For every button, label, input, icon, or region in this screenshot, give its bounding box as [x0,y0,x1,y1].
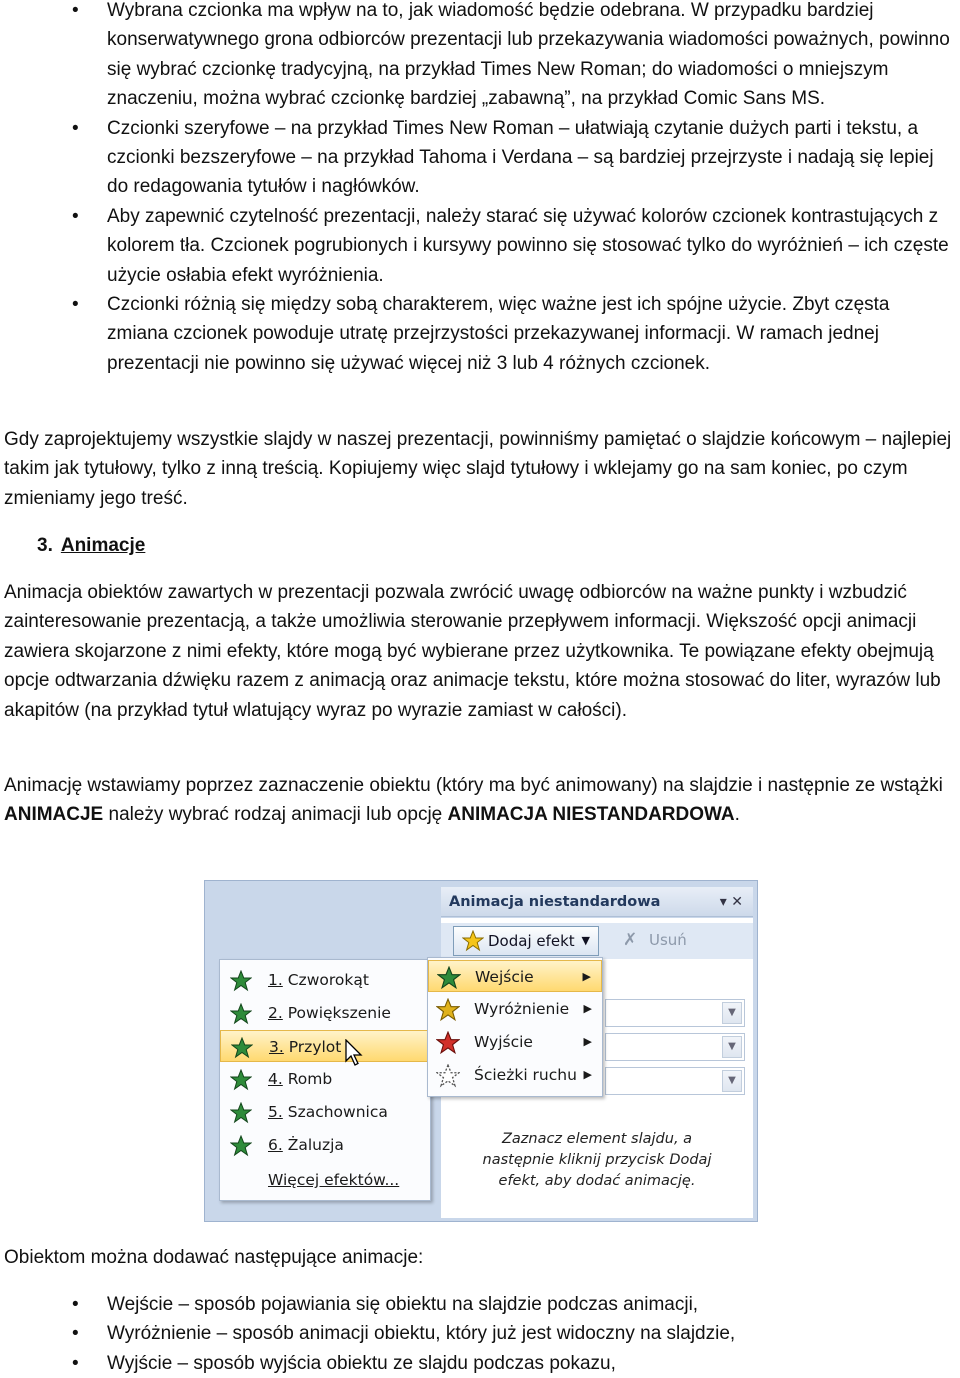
menu-item-czworokat[interactable] [220,964,430,996]
menu-item-label: Szachownica [287,1103,388,1121]
remove-button[interactable] [617,926,707,956]
animation-types-list [0,1290,960,1378]
entrance-effects-menu [219,959,431,1201]
list-item: • Wyjście – sposób wyjścia obiektu ze slajdu podczas pokazu, [0,1349,960,1378]
text-run: należy wybrać rodzaj animacji lub opcję [103,804,448,826]
custom-animation-screenshot [204,880,758,1222]
add-effect-button[interactable] [453,926,599,956]
remove-icon: ✗ [623,930,638,950]
menu-item-label: Żaluzja [287,1136,344,1154]
menu-item-label: Więcej efektów... [268,1171,400,1189]
hint-line: Zaznacz element slajdu, a [501,1131,693,1147]
mouse-cursor-icon [345,1039,365,1072]
chevron-right-icon: ▶ [583,1068,592,1081]
font-tips-list [0,0,960,378]
speed-dropdown[interactable] [605,1067,745,1095]
menu-item-number: 1. [268,971,283,989]
task-pane-hint [441,1129,753,1192]
submenu-item-label: Ścieżki ruchu [474,1066,577,1084]
submenu-item-wejscie[interactable] [428,960,602,992]
list-item: • Wejście – sposób pojawiania się obiektu na slajdzie podczas animacji, [0,1290,960,1319]
text-run: Animację wstawiamy poprzez zaznaczenie obiektu (który ma być animowany) na slajdzie i następnie ze wstążki [4,775,943,796]
submenu-item-wyroznienie[interactable] [428,993,602,1025]
menu-item-number: 4. [268,1070,283,1088]
option-name: ANIMACJA NIESTANDARDOWA [447,804,735,826]
section-number: 3. [37,535,53,556]
menu-item-number: 6. [268,1136,283,1154]
paragraph-final-slide: Gdy zaprojektujemy wszystkie slajdy w naszej prezentacji, powinniśmy pamiętać o slajdzie końcowym – najlepiej takim jak tytułowy, tylko z inną treścią. Kopiujemy więc slajd tytułowy i wklejamy go na sam koniec, po czym zmieniamy jego treść. [4,429,952,509]
section-title: Animacje [60,535,146,556]
property-dropdown[interactable] [605,1033,745,1061]
menu-item-label: Powiększenie [287,1004,391,1022]
chevron-down-icon: ▼ [722,1070,742,1092]
menu-item-zaluzja[interactable] [220,1129,430,1161]
hint-line: efekt, aby dodać animację. [498,1173,696,1189]
effect-type-menu [427,957,603,1097]
list-item: • Wyróżnienie – sposób animacji obiektu, który już jest widoczny na slajdzie, [0,1319,960,1348]
chevron-right-icon: ▶ [582,970,591,983]
list-item: • Czcionki różnią się między sobą charakterem, więc ważne jest ich spójne użycie. Zbyt częsta zmiana czcionek powoduje utratę przejrzystości przekazywanej informacji. W ramach jednej prezentacji nie powinno się używać więcej niż 3 lub 4 różnych czcionek. [0,290,960,378]
menu-item-przylot[interactable] [220,1030,430,1062]
text-run: . [734,804,740,826]
section-heading [37,531,145,560]
chevron-down-icon: ▼ [581,934,590,947]
submenu-item-wyjscie[interactable] [428,1026,602,1058]
add-effect-label: Dodaj efekt [488,932,575,950]
menu-item-number: 2. [268,1004,283,1022]
menu-item-romb[interactable] [220,1063,430,1095]
ribbon-name: ANIMACJE [4,804,104,826]
submenu-item-label: Wejście [475,968,534,986]
pane-close-icon[interactable]: ▾ ✕ [719,894,743,910]
motion-path-star-icon [436,1064,460,1099]
chevron-down-icon: ▼ [722,1036,742,1058]
hint-line: następnie kliknij przycisk Dodaj [482,1152,712,1168]
menu-item-number: 3. [269,1038,284,1056]
task-pane-title: Animacja niestandardowa [449,894,661,910]
chevron-down-icon: ▼ [722,1002,742,1024]
paragraph-animation-intro: Animacja obiektów zawartych w prezentacji pozwala zwrócić uwagę odbiorców na ważne punkty i wzbudzić zainteresowanie prezentacją, a także umożliwia sterowanie przepływem informacji. Większość opcji animacji zawiera skojarzone z nimi efekty, które mogą być wybierane przez użytkownika. Te powiązane efekty obejmują opcje odtwarzania dźwięku razem z animacją oraz animacje tekstu, które można stosować do liter, wyrazów lub akapitów (na przykład tytuł wlatujący wyraz po wyrazie zamiast w całości). [4,582,941,721]
menu-item-label: Przylot [288,1038,342,1056]
submenu-item-label: Wyjście [474,1033,533,1051]
menu-item-label: Czworokąt [287,971,369,989]
list-item: • Wybrana czcionka ma wpływ na to, jak wiadomość będzie odebrana. W przypadku bardziej konserwatywnego grona odbiorców prezentacji lub przekazywania wiadomości poważnych, powinno się wybrać czcionkę tradycyjną, na przykład Times New Roman; do wiadomości o mniejszym znaczeniu, można wybrać czcionkę bardziej „zabawną”, na przykład Comic Sans MS. [0,0,960,114]
submenu-item-label: Wyróżnienie [474,1000,570,1018]
remove-label: Usuń [649,931,687,949]
start-dropdown[interactable] [605,999,745,1027]
paragraph-list-intro: Obiektom można dodawać następujące animacje: [4,1247,424,1268]
submenu-item-sciezki-ruchu[interactable] [428,1059,602,1091]
list-item: • Aby zapewnić czytelność prezentacji, należy starać się używać kolorów czcionek kontrastujących z kolorem tła. Czcionek pogrubionych i kursywy powinno się stosować tylko do wyróżnień – ich częste użycie osłabia efekt wyróżnienia. [0,202,960,290]
task-pane-header [441,887,753,917]
paragraph-insert-animation [4,771,956,830]
chevron-right-icon: ▶ [583,1035,592,1048]
list-item: • Czcionki szeryfowe – na przykład Times New Roman – ułatwiają czytanie dużych parti i tekstu, a czcionki bezszeryfowe – na przykład Tahoma i Verdana – są bardziej przejrzyste i nadają się lepiej do redagowania tytułów i nagłówków. [0,114,960,202]
chevron-right-icon: ▶ [583,1002,592,1015]
menu-item-powiekszenie[interactable] [220,997,430,1029]
menu-item-label: Romb [287,1070,333,1088]
menu-item-number: 5. [268,1103,283,1121]
menu-item-szachownica[interactable] [220,1096,430,1128]
menu-item-more-effects[interactable] [220,1164,430,1196]
